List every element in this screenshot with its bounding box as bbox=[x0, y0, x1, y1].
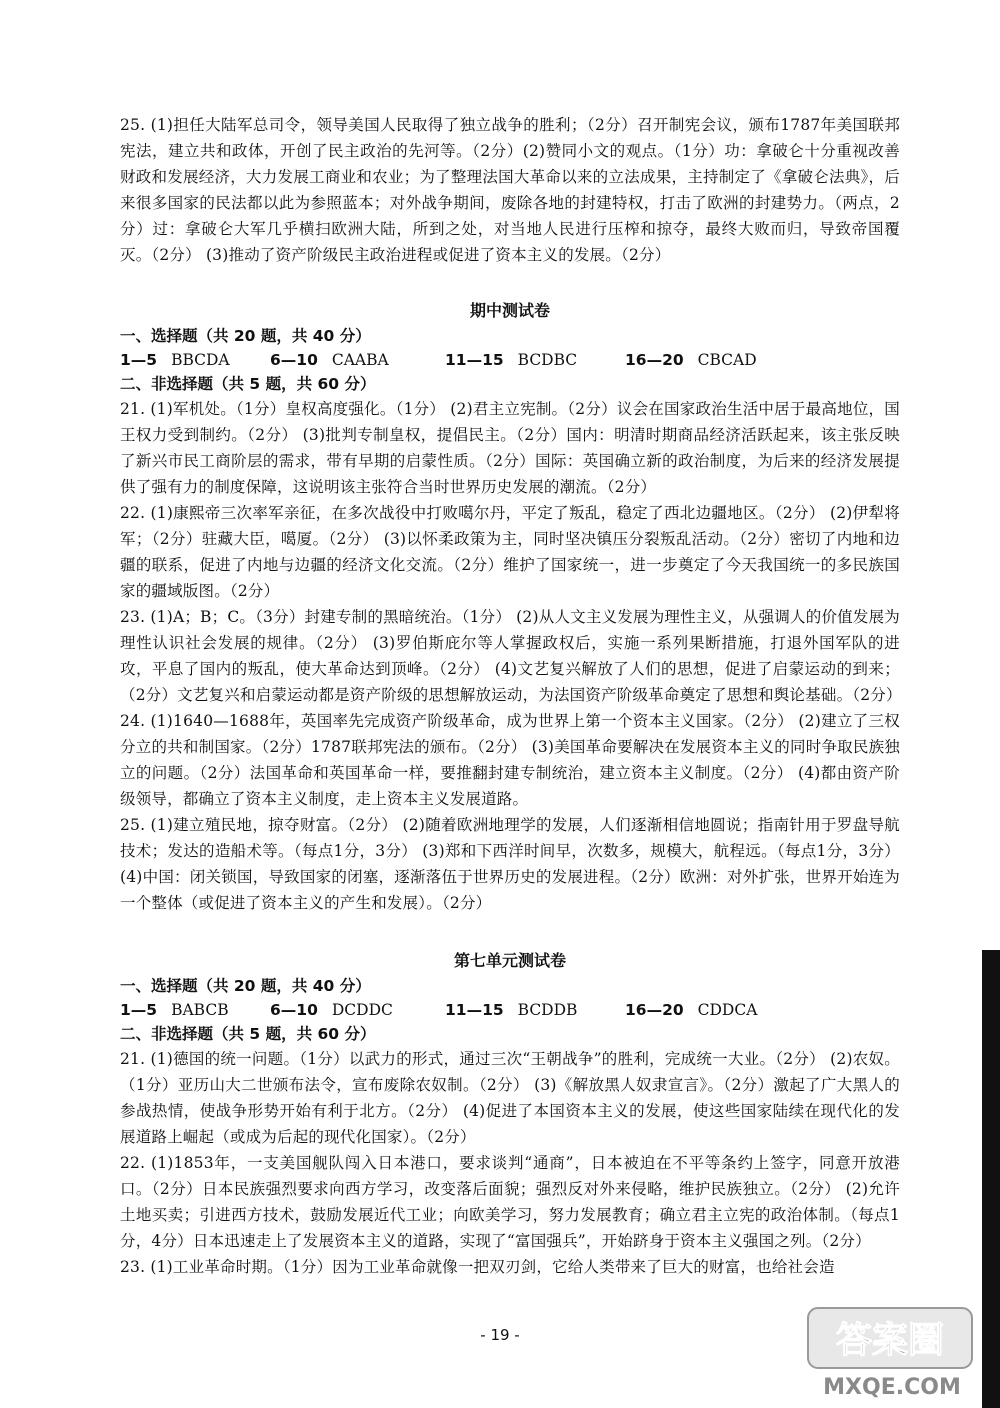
answer-group: 1—5 BABCB bbox=[120, 1001, 229, 1019]
answer-group: 11—15 BCDBC bbox=[445, 351, 578, 369]
unit7-answers bbox=[120, 998, 900, 1022]
unit7-q21: 21. (1)德国的统一问题。（1分）以武力的形式，通过三次“王朝战争”的胜利，完成统一大业。（2分） (2)农奴。（1分）亚历山大二世颁布法令，宣布废除农奴制。（2分） (3)《解放黑人奴隶宣言》。（2分）激起了广大黑人的参战热情，使战争形势开始有利于北方。（2分） (4)促进了本国资本主义的发展，使这些国家陆续在现代化的发展道路上崛起（或成为后起的现代化国家）。（2分） bbox=[120, 1050, 900, 1146]
answer-group: 6—10 DCDDC bbox=[270, 1001, 393, 1019]
midterm-answers bbox=[120, 348, 900, 372]
answer-page bbox=[120, 112, 900, 1280]
midterm-nonchoice-head: 二、非选择题（共 5 题，共 60 分） bbox=[120, 375, 376, 393]
midterm-q24: 24. (1)1640—1688年，英国率先完成资产阶级革命，成为世界上第一个资本主义国家。（2分） (2)建立了三权分立的共和制国家。（2分）1787联邦宪法的颁布。（2分） (3)美国革命要解决在发展资本主义的同时争取民族独立的问题。（2分）法国革命和英国革命一样，要推翻封建专制统治，建立资本主义制度。（2分） (4)都由资产阶级领导，都确立了资本主义制度，走上资本主义发展道路。 bbox=[120, 712, 900, 808]
unit7-q23: 23. (1)工业革命时期。（1分）因为工业革命就像一把双刃剑，它给人类带来了巨大的财富，也给社会造 bbox=[120, 1258, 835, 1276]
answer-group: 11—15 BCDDB bbox=[445, 1001, 578, 1019]
watermark-logo bbox=[800, 1302, 980, 1402]
answer-group: 16—20 CBCAD bbox=[625, 351, 757, 369]
scan-edge-shadow bbox=[982, 950, 1000, 1408]
midterm-title: 期中测试卷 bbox=[469, 301, 550, 320]
intro-q25: 25. (1)担任大陆军总司令，领导美国人民取得了独立战争的胜利；（2分）召开制宪会议，颁布1787年美国联邦宪法，建立共和政体，开创了民主政治的先河等。（2分）(2)赞同小文的观点。（1分）功：拿破仑十分重视改善财政和发展经济，大力发展工商业和农业；为了整理法国大革命以来的立法成果，主持制定了《拿破仑法典》，后来很多国家的民法都以此为参照蓝本；对外战争期间，废除各地的封建特权，打击了欧洲的封建势力。（两点，2分）过：拿破仑大军几乎横扫欧洲大陆，所到之处，对当地人民进行压榨和掠夺，最终大败而归，导致帝国覆灭。（2分） (3)推动了资产阶级民主政治进程或促进了资本主义的发展。（2分） bbox=[120, 116, 900, 264]
unit7-title: 第七单元测试卷 bbox=[453, 951, 566, 970]
unit7-nonchoice-head: 二、非选择题（共 5 题，共 60 分） bbox=[120, 1025, 376, 1043]
answer-group: 16—20 CDDCA bbox=[625, 1001, 758, 1019]
answer-group: 1—5 BBCDA bbox=[120, 351, 230, 369]
unit7-choice-head: 一、选择题（共 20 题，共 40 分） bbox=[120, 977, 371, 995]
midterm-q21: 21. (1)军机处。（1分）皇权高度强化。（1分） (2)君主立宪制。（2分）议会在国家政治生活中居于最高地位，国王权力受到制约。（2分） (3)批判专制皇权，提倡民主。（2分）国内：明清时期商品经济活跃起来，该主张反映了新兴市民工商阶层的需求，带有早期的启蒙性质。（2分）国际：英国确立新的政治制度，为后来的经济发展提供了强有力的制度保障，这说明该主张符合当时世界历史发展的潮流。（2分） bbox=[120, 400, 900, 496]
midterm-q23: 23. (1)A；B；C。（3分）封建专制的黑暗统治。（1分） (2)从人文主义发展为理性主义，从强调人的价值发展为理性认识社会发展的规律。（2分） (3)罗伯斯庇尔等人掌握政权后，实施一系列果断措施，打退外国军队的进攻，平息了国内的叛乱，使大革命达到顶峰。（2分） (4)文艺复兴解放了人们的思想，促进了启蒙运动的到来；（2分）文艺复兴和启蒙运动都是资产阶级的思想解放运动，为法国资产阶级革命奠定了思想和舆论基础。（2分） bbox=[120, 608, 902, 704]
answer-group: 6—10 CAABA bbox=[270, 351, 389, 369]
midterm-q25: 25. (1)建立殖民地，掠夺财富。（2分） (2)随着欧洲地理学的发展，人们逐渐相信地圆说；指南针用于罗盘导航技术；发达的造船术等。（每点1分，3分） (3)郑和下西洋时间早，次数多，规模大，航程远。（每点1分，3分） (4)中国：闭关锁国，导致国家的闭塞，逐渐落伍于世界历史的发展进程。（2分）欧洲：对外扩张，世界开始连为一个整体（或促进了资本主义的产生和发展）。（2分） bbox=[120, 816, 900, 912]
midterm-q22: 22. (1)康熙帝三次率军亲征，在多次战役中打败噶尔丹，平定了叛乱，稳定了西北边疆地区。（2分） (2)伊犁将军；（2分）驻藏大臣，噶厦。（2分） (3)以怀柔政策为主，同时坚决镇压分裂叛乱活动。（2分）密切了内地和边疆的联系，促进了内地与边疆的经济文化交流。（2分）维护了国家统一，进一步奠定了今天我国统一的多民族国家的疆域版图。（2分） bbox=[120, 504, 900, 600]
midterm-choice-head: 一、选择题（共 20 题，共 40 分） bbox=[120, 327, 371, 345]
watermark-en: MXQE.COM bbox=[823, 1375, 961, 1400]
unit7-q22: 22. (1)1853年，一支美国舰队闯入日本港口，要求谈判“通商”，日本被迫在不平等条约上签字，同意开放港口。（2分）日本民族强烈要求向西方学习，改变落后面貌；强烈反对外来侵略，维护民族独立。（2分） (2)允许土地买卖；引进西方技术，鼓励发展近代工业；向欧美学习，努力发展教育；确立君主立宪的政治体制。（每点1分，4分）日本迅速走上了发展资本主义的道路，实现了“富国强兵”，开始跻身于资本主义强国之列。（2分） bbox=[120, 1154, 900, 1250]
page-number: - 19 - bbox=[480, 1326, 520, 1344]
watermark-cn: 答案圈 bbox=[835, 1320, 945, 1361]
